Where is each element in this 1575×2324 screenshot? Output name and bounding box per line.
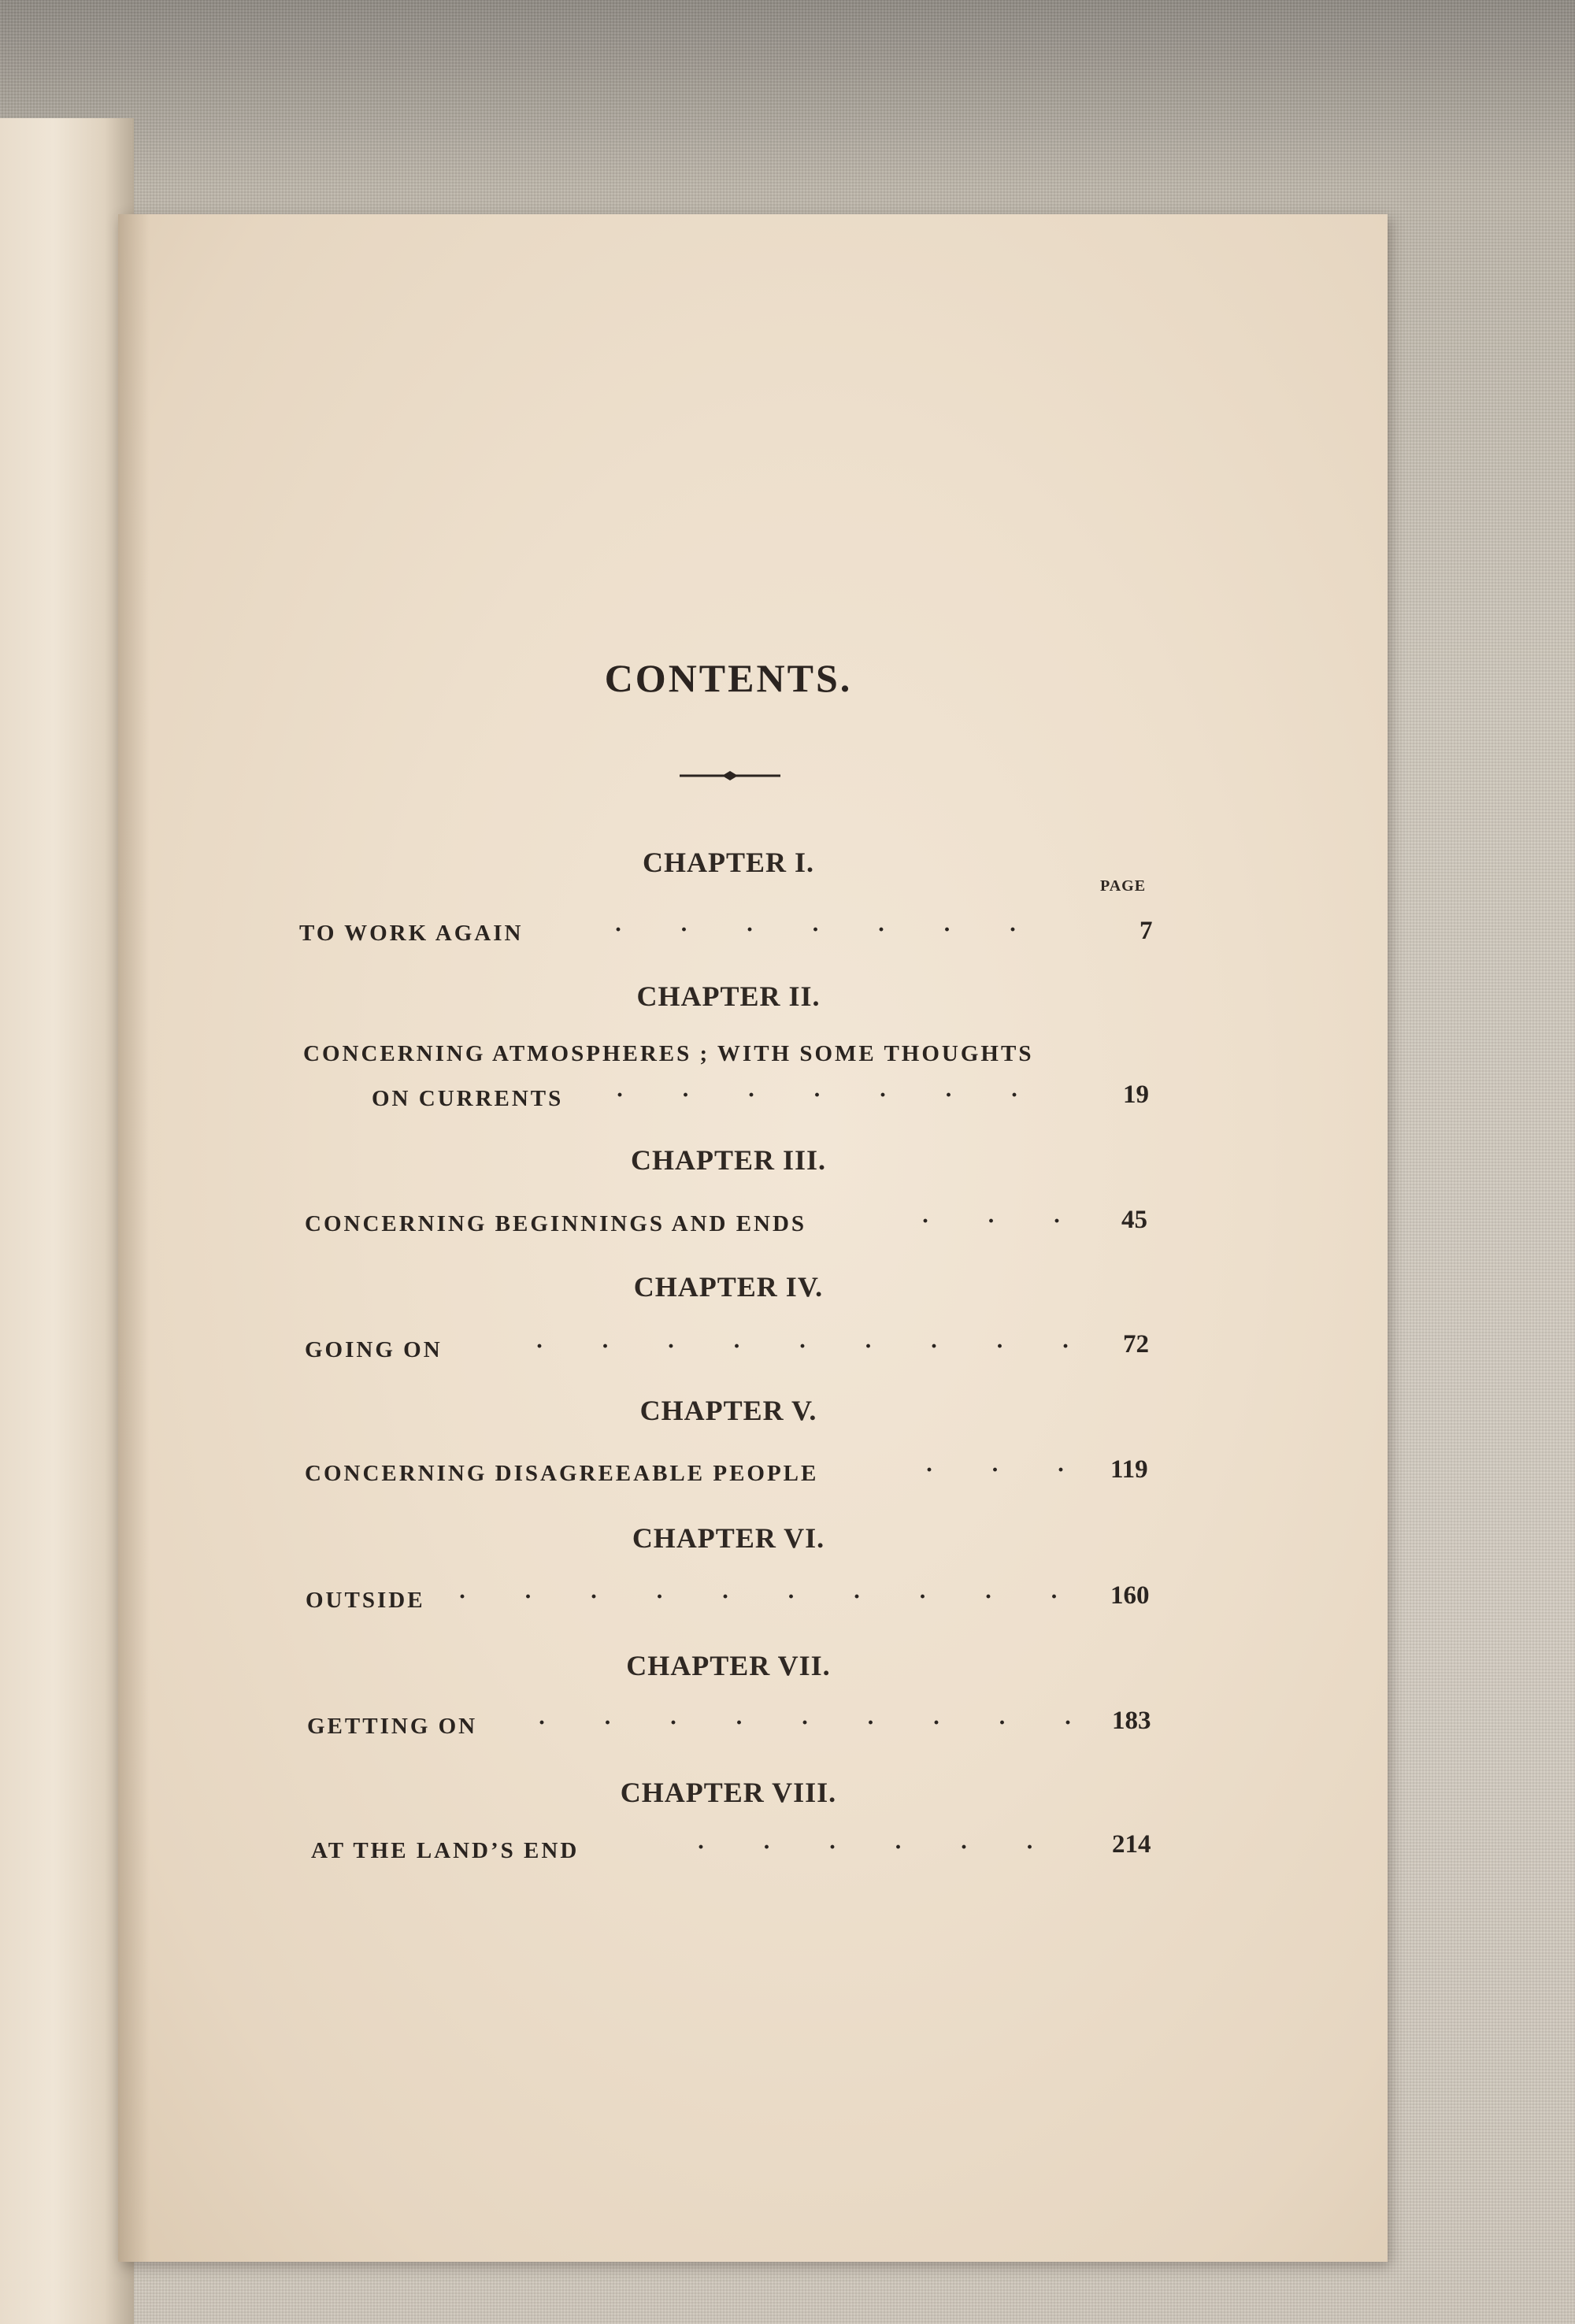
chapter-5-title: CONCERNING DISAGREEABLE PEOPLE bbox=[305, 1461, 819, 1486]
chapter-5-page: 119 bbox=[1110, 1455, 1148, 1484]
chapter-6-page: 160 bbox=[1110, 1581, 1150, 1610]
chapter-1-heading: CHAPTER I. bbox=[642, 847, 815, 878]
chapter-8-heading: CHAPTER VIII. bbox=[620, 1777, 837, 1808]
chapter-2-page: 19 bbox=[1123, 1080, 1149, 1109]
page-column-label: PAGE bbox=[1100, 877, 1147, 895]
chapter-4-title: GOING ON bbox=[305, 1337, 443, 1362]
chapter-7-heading: CHAPTER VII. bbox=[626, 1650, 831, 1681]
contents-page bbox=[118, 214, 1388, 2262]
chapter-7-page: 183 bbox=[1112, 1707, 1151, 1735]
facing-page-edge bbox=[0, 118, 134, 2324]
chapter-1-title: TO WORK AGAIN bbox=[299, 921, 524, 946]
chapter-2-title: CONCERNING ATMOSPHERES ; WITH SOME THOUGHTS bbox=[303, 1041, 1034, 1066]
chapter-3-leader-dots: · · · bbox=[921, 1208, 1088, 1234]
chapter-6-heading: CHAPTER VI. bbox=[632, 1522, 825, 1554]
chapter-2-leader-dots: · · · · · · · bbox=[616, 1082, 1045, 1108]
chapter-7-leader-dots: · · · · · · · · · bbox=[538, 1710, 1099, 1736]
chapter-4-leader-dots: · · · · · · · · · bbox=[536, 1333, 1096, 1359]
chapter-3-page: 45 bbox=[1121, 1206, 1147, 1234]
chapter-5-leader-dots: · · · bbox=[925, 1457, 1091, 1483]
chapter-2-title-continued: ON CURRENTS bbox=[372, 1086, 564, 1111]
chapter-8-title: AT THE LAND’S END bbox=[311, 1838, 580, 1863]
chapter-3-title: CONCERNING BEGINNINGS AND ENDS bbox=[305, 1211, 807, 1236]
chapter-2-heading: CHAPTER II. bbox=[636, 980, 821, 1012]
chapter-1-page: 7 bbox=[1140, 917, 1153, 945]
chapter-1-leader-dots: · · · · · · · bbox=[614, 917, 1043, 943]
chapter-7-title: GETTING ON bbox=[307, 1714, 478, 1739]
title-ornament bbox=[680, 770, 780, 781]
chapter-8-leader-dots: · · · · · · bbox=[697, 1834, 1060, 1860]
chapter-3-heading: CHAPTER III. bbox=[630, 1144, 827, 1176]
chapter-4-heading: CHAPTER IV. bbox=[633, 1271, 824, 1303]
chapter-6-leader-dots: · · · · · · · · · · bbox=[458, 1584, 1084, 1610]
page-title: CONTENTS. bbox=[604, 656, 853, 700]
chapter-6-title: OUTSIDE bbox=[306, 1588, 425, 1613]
chapter-4-page: 72 bbox=[1123, 1330, 1149, 1358]
chapter-8-page: 214 bbox=[1112, 1830, 1151, 1859]
chapter-5-heading: CHAPTER V. bbox=[639, 1395, 817, 1426]
